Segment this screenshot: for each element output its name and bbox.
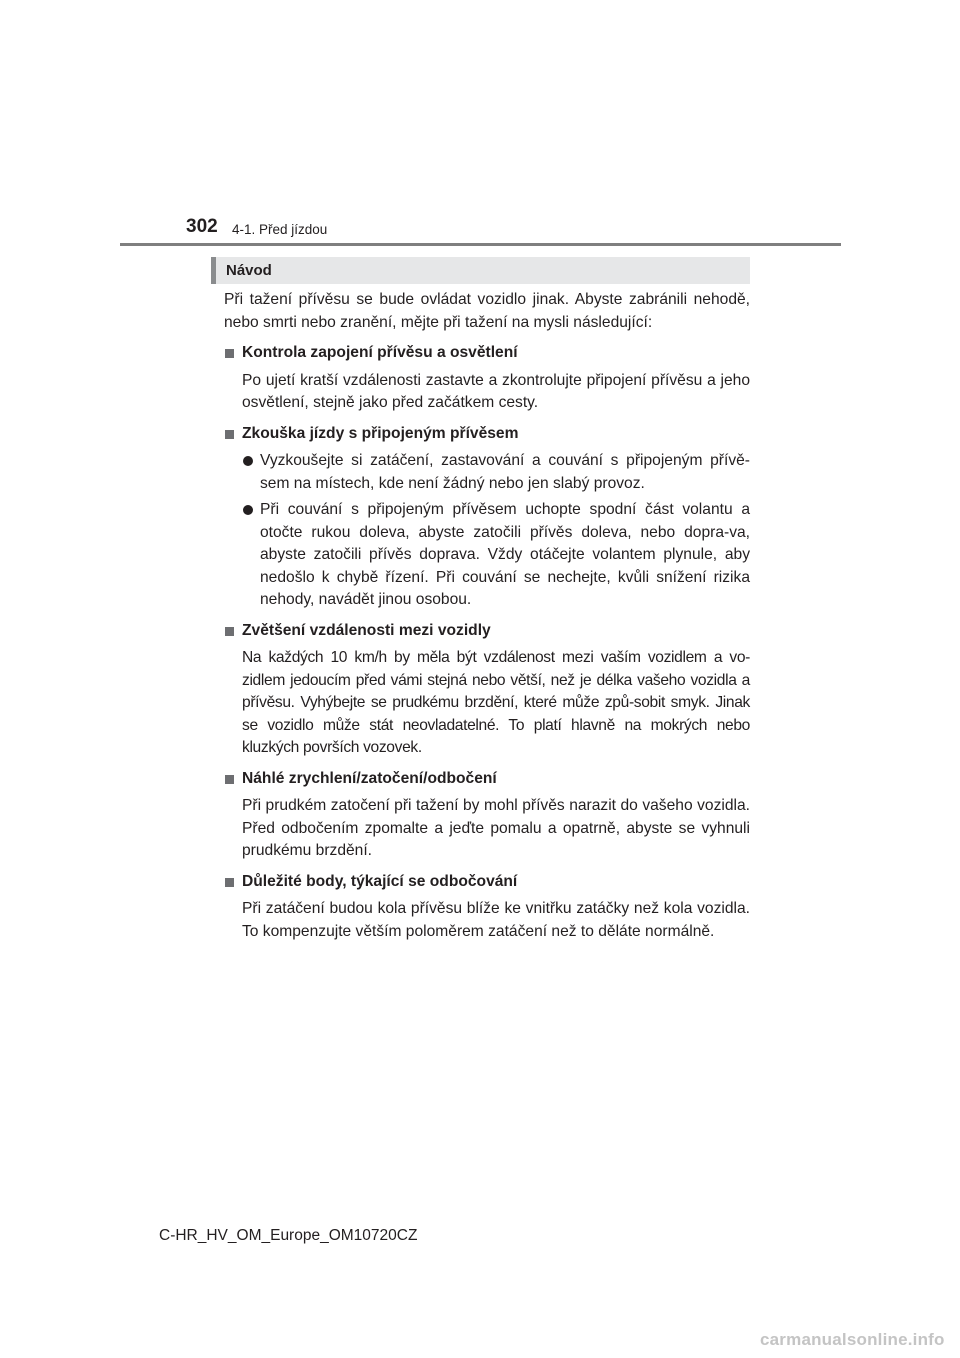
square-bullet-icon <box>225 349 234 358</box>
list-item-text: Při couvání s připojeným přívěsem uchopte spodní část volantu a otočte rukou doleva, abyste zatočili přívěs doleva, nebo dopra-va, abyste zatočili přívěs doprava. Vždy otáčejte volantem plynule, aby nedošlo k chybě řízení. Při couvání se nechejte, kvůli snížení rizika nehody, navádět jinou osobou. <box>260 501 750 608</box>
square-bullet-icon <box>225 878 234 887</box>
topic-heading-text: Zvětšení vzdálenosti mezi vozidly <box>242 621 491 639</box>
square-bullet-icon <box>225 430 234 439</box>
square-bullet-icon <box>225 775 234 784</box>
topic-following-distance <box>224 620 750 760</box>
list-item <box>224 450 750 495</box>
topic-trailer-check <box>224 342 750 415</box>
topic-body: Při zatáčení budou kola přívěsu blíže ke vnitřku zatáčky než kola vozidla. To kompenzujte větším poloměrem zatáčení než to děláte normálně. <box>242 900 750 940</box>
list-item-text: Vyzkoušejte si zatáčení, zastavování a couvání s připojeným přívě-sem na místech, kde není žádný nebo jen slabý provoz. <box>260 452 750 492</box>
square-bullet-icon <box>225 627 234 636</box>
round-bullet-icon <box>243 505 253 515</box>
intro-paragraph: Při tažení přívěsu se bude ovládat vozidlo jinak. Abyste zabránili nehodě, nebo smrti nebo zranění, mějte při tažení na mysli následující: <box>224 291 750 331</box>
header-rule <box>120 243 841 246</box>
topic-heading <box>224 423 750 446</box>
topic-heading <box>224 342 750 365</box>
topic-heading-text: Kontrola zapojení přívěsu a osvětlení <box>242 344 518 361</box>
topic-heading <box>224 768 750 791</box>
topic-heading <box>224 620 750 643</box>
page-number: 302 <box>186 216 218 237</box>
main-content <box>224 289 750 951</box>
topic-heading-text: Důležité body, týkající se odbočování <box>242 872 518 890</box>
topic-turning <box>224 871 750 944</box>
topic-heading <box>224 871 750 894</box>
topic-body: Po ujetí kratší vzdálenosti zastavte a zkontrolujte připojení přívěsu a jeho osvětlení, stejně jako před začátkem cesty. <box>242 371 750 411</box>
section-title: Návod <box>226 262 272 279</box>
watermark: carmanualsonline.info <box>760 1330 945 1349</box>
footer-document-id: C-HR_HV_OM_Europe_OM10720CZ <box>159 1227 418 1244</box>
topic-heading-text: Náhlé zrychlení/zatočení/odbočení <box>242 769 497 787</box>
topic-sudden-maneuvers <box>224 768 750 863</box>
breadcrumb: 4-1. Před jízdou <box>232 222 328 237</box>
section-accent <box>211 257 216 284</box>
topic-body: Při prudkém zatočení při tažení by mohl přívěs narazit do vašeho vozidla. Před odbočením zpomalte a jeďte pomalu a opatrně, abyste se vyhnuli prudkému brzdění. <box>242 797 750 859</box>
section-header-bar <box>211 257 750 284</box>
topic-test-drive <box>224 423 750 612</box>
round-bullet-icon <box>243 456 253 466</box>
list-item <box>224 499 750 612</box>
topic-body: Na každých 10 km/h by měla být vzdálenost mezi vaším vozidlem a vo-zidlem jedoucím před vámi stejná nebo větší, než je délka vašeho vozidla a přívěsu. Vyhýbejte se prudkému brzdění, které může způ-sobit smyk. Jinak se vozidlo může stát neovladatelné. To platí hlavně na mokrých nebo kluzkých površích vozovek. <box>242 649 750 756</box>
topic-heading-text: Zkouška jízdy s připojeným přívěsem <box>242 424 519 442</box>
